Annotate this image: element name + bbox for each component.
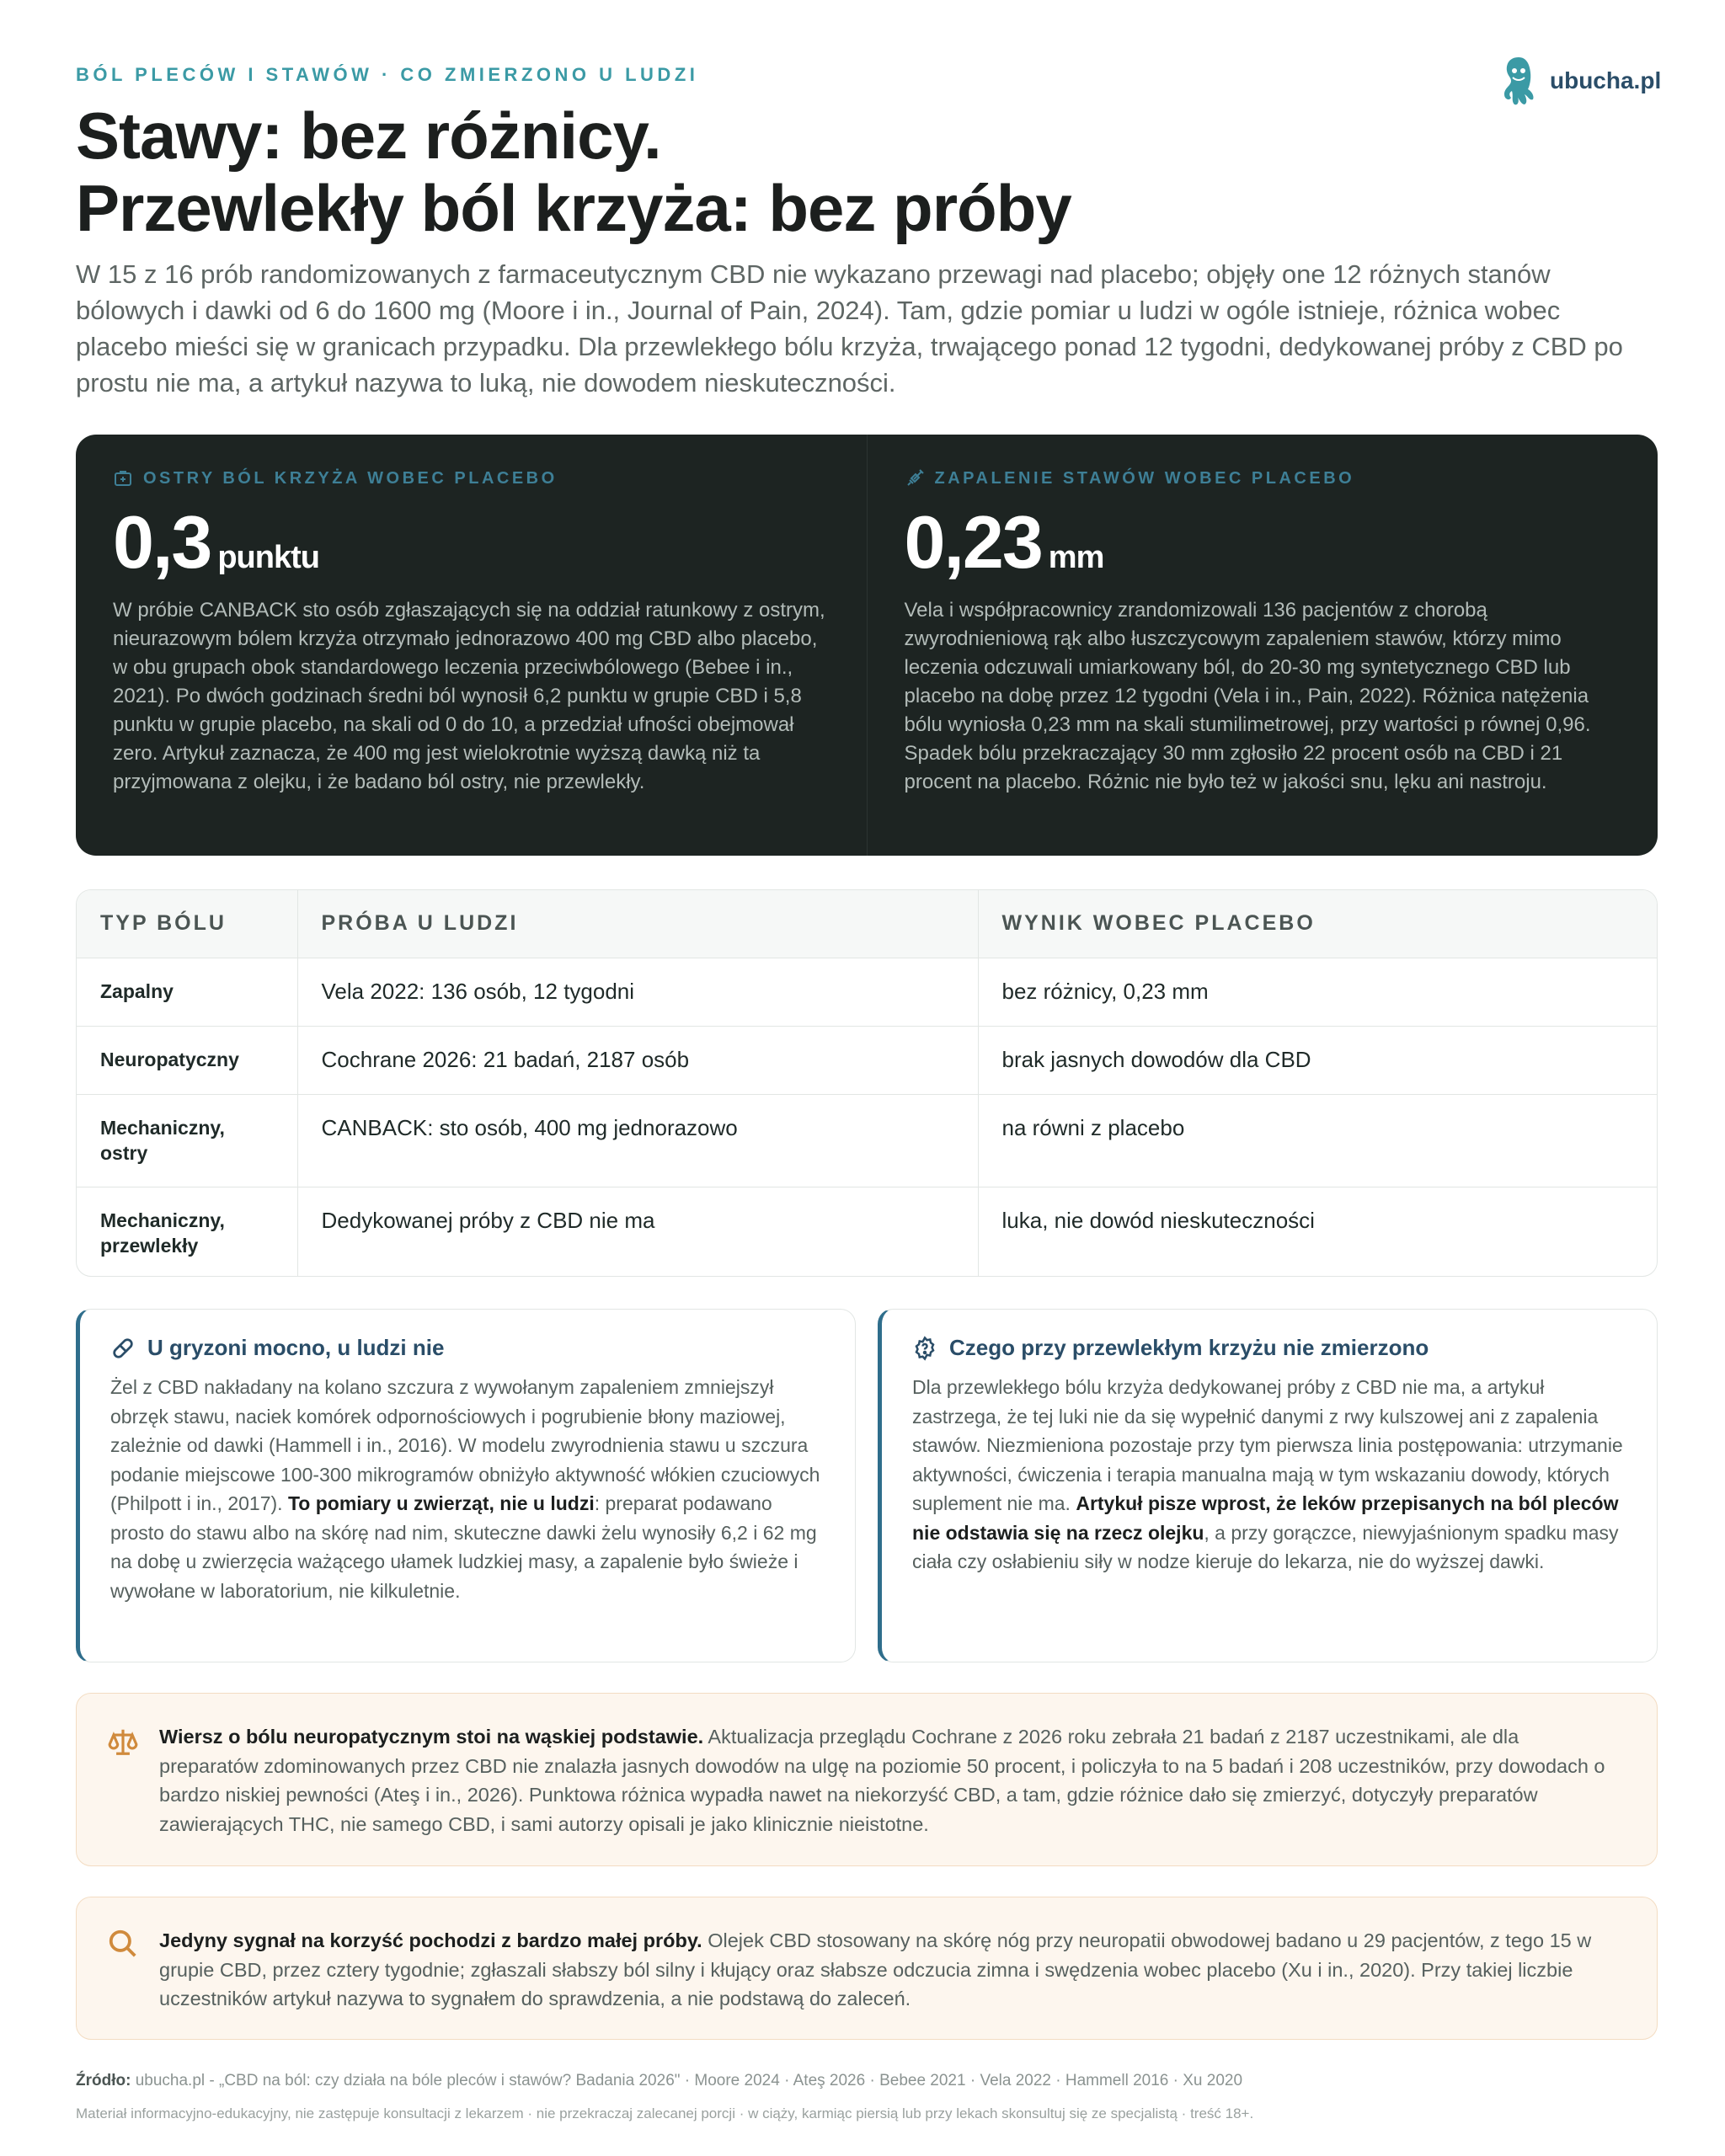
cell-result: na równi z placebo — [978, 1094, 1657, 1187]
logo[interactable] — [1499, 52, 1661, 109]
syringe-icon — [905, 468, 925, 488]
cell-trial: Vela 2022: 136 osób, 12 tygodni — [297, 958, 978, 1026]
stat-label: ZAPALENIE STAWÓW WOBEC PLACEBO — [934, 468, 1355, 488]
cell-result: bez różnicy, 0,23 mm — [978, 958, 1657, 1026]
table-header-row — [77, 890, 1657, 958]
table-row — [77, 1026, 1657, 1094]
warning-text: Jedyny sygnał na korzyść pochodzi z bardzo małej próby. Olejek CBD stosowany na skórę nóg przy neuropatii obwodowej badano u 29 pacjentów, z tego 15 w grupie CBD, przez cztery tygodnie; zgłaszali słabszy ból silny i kłujący oraz słabsze odczucia zimna i swędzenia wobec placebo (Xu i in., 2020). Przy takiej liczbie uczestników artykuł nazywa to sygnałem do sprawdzenia, a nie podstawą do zaleceń. — [159, 1929, 1592, 2009]
table-row — [77, 1094, 1657, 1187]
stat-text: W próbie CANBACK sto osób zgłaszających się na oddział ratunkowy z ostrym, nieurazowym bólem krzyża otrzymało jednorazowo 400 mg CBD albo placebo, w obu grupach obok standardowego leczenia przeciwbólowego (Bebee i in., 2021). Po dwóch godzinach średni ból wynosił 6,2 punktu w grupie CBD i 5,8 punktu w grupie placebo, na skali od 0 do 10, a przedział ufności obejmował zero. Artykuł zaznacza, że 400 mg jest wielokrotnie wyższą dawką niż ta przyjmowana z olejku, i że badano ból ostry, nie przewlekły. — [113, 599, 825, 793]
note-title: U gryzoni mocno, u ludzi nie — [147, 1335, 445, 1360]
pain-type-table — [76, 889, 1658, 1277]
disclaimer: Materiał informacyjno-edukacyjny, nie zastępuje konsultacji z lekarzem · nie przekraczaj zalecanej porcji · w ciąży, karmiąc piersią lub przy lekach skonsultuj się ze specjalistą · treść 18+. — [76, 2105, 1254, 2121]
column-header-result: WYNIK WOBEC PLACEBO — [978, 890, 1657, 958]
stat-text: Vela i współpracownicy zrandomizowali 136 pacjentów z chorobą zwyrodnieniową rąk albo łuszczycowym zapaleniem stawów, którzy mimo leczenia odczuwali umiarkowany ból, do 20-30 mg syntetycznego CBD lub placebo na dobę przez 12 tygodni (Vela i in., Pain, 2022). Różnica natężenia bólu wyniosła 0,23 mm na skali stumilimetrowej, przy wartości p równej 0,96. Spadek bólu przekraczający 30 mm zgłosiło 22 procent osób na CBD i 21 procent na placebo. Różnic nie było też w jakości snu, lęku ani nastroju. — [904, 599, 1591, 793]
cell-trial: Dedykowanej próby z CBD nie ma — [297, 1187, 978, 1277]
cell-type: Mechaniczny, przewlekły — [100, 1209, 225, 1257]
cell-result: luka, nie dowód nieskuteczności — [978, 1187, 1657, 1277]
stat-acute-back-pain — [76, 435, 867, 856]
first-aid-icon — [113, 468, 133, 488]
stat-arthritis — [867, 435, 1658, 856]
source-line: Źródło: ubucha.pl - „CBD na ból: czy działa na bóle pleców i stawów? Badania 2026" · Moore 2024 · Ateş 2026 · Bebee 2021 · Vela 2022 · Hammell 2016 · Xu 2020 — [76, 2072, 1243, 2089]
table-row — [77, 958, 1657, 1026]
cell-type: Mechaniczny, ostry — [77, 1094, 297, 1187]
search-icon — [107, 1928, 139, 1960]
note-chronic-gap — [878, 1309, 1658, 1662]
cell-trial: CANBACK: sto osób, 400 mg jednorazowo — [297, 1094, 978, 1187]
note-rodents — [76, 1309, 856, 1662]
note-title: Czego przy przewlekłym krzyżu nie zmierzono — [949, 1335, 1429, 1360]
stat-value: 0,23 — [904, 500, 1042, 584]
cell-type: Neuropatyczny — [77, 1026, 297, 1094]
stat-unit: punktu — [217, 540, 319, 575]
warning-text: Wiersz o bólu neuropatycznym stoi na wąskiej podstawie. Aktualizacja przeglądu Cochrane z 2026 roku zebrała 21 badań z 2187 uczestnikami, ale dla preparatów zdominowanych przez CBD nie znalazła jasnych dowodów na ulgę na poziomie 50 procent, i policzyła to na 5 badań i 208 uczestników, przy dowodach o bardzo niskiej pewności (Ateş i in., 2026). Punktowa różnica wypadła nawet na niekorzyść CBD, a tam, gdzie różnice dało się zmierzyć, dotyczyły preparatów zawierających THC, nie samego CBD, i sami autorzy opisali je jako klinicznie nieistotne. — [159, 1726, 1605, 1835]
column-header-trial: PRÓBA U LUDZI — [297, 890, 978, 958]
warning-small-trial — [76, 1897, 1658, 2040]
stat-unit: mm — [1048, 540, 1104, 575]
warning-neuropathic — [76, 1693, 1658, 1866]
stat-value: 0,3 — [113, 500, 211, 584]
title-line-2: Przewlekły ból krzyża: bez próby — [76, 171, 1071, 245]
question-gear-icon — [912, 1336, 937, 1361]
cell-result: brak jasnych dowodów dla CBD — [978, 1026, 1657, 1094]
table-row — [77, 1187, 1657, 1277]
pill-icon — [110, 1336, 136, 1361]
lead-paragraph: W 15 z 16 prób randomizowanych z farmaceutycznym CBD nie wykazano przewagi nad placebo; objęły one 12 różnych stanów bólowych i dawki od 6 do 1600 mg (Moore i in., Journal of Pain, 2024). Tam, gdzie pomiar u ludzi w ogóle istnieje, różnica wobec placebo mieści się w granicach przypadku. Dla przewlekłego bólu krzyża, trwającego ponad 12 tygodni, dedykowanej próby z CBD po prostu nie ma, a artykuł nazywa to luką, nie dowodem nieskuteczności. — [76, 259, 1623, 398]
column-header-type: TYP BÓLU — [77, 890, 297, 958]
page-title — [76, 99, 1508, 244]
stats-panel — [76, 435, 1658, 856]
cell-trial: Cochrane 2026: 21 badań, 2187 osób — [297, 1026, 978, 1094]
logo-text: ubucha.pl — [1550, 67, 1662, 93]
title-line-1: Stawy: bez różnicy. — [76, 99, 661, 173]
note-text: Dla przewlekłego bólu krzyża dedykowanej próby z CBD nie ma, a artykuł zastrzega, że tej luki nie da się wypełnić danymi z rwy kulszowej ani z zapalenia stawów. Niezmieniona pozostaje przy tym pierwsza linia postępowania: utrzymanie aktywności, ćwiczenia i terapia manualna mają w tym wskazaniu dowody, których suplement nie ma. Artykuł pisze wprost, że leków przepisanych na ból pleców nie odstawia się na rzecz olejku, a przy gorączce, niewyjaśnionym spadku masy ciała czy osłabieniu siły w nodze kieruje do lekarza, nie do wyższej dawki. — [912, 1376, 1623, 1572]
cell-type: Zapalny — [77, 958, 297, 1026]
note-text: Żel z CBD nakładany na kolano szczura z wywołanym zapaleniem zmniejszył obrzęk stawu, naciek komórek odpornościowych i pogrubienie błony maziowej, zależnie od dawki (Hammell i in., 2016). W modelu zwyrodnienia stawu u szczura podanie miejscowe 100-300 mikrogramów obniżyło aktywność włókien czuciowych (Philpott i in., 2017). To pomiary u zwierząt, nie u ludzi: preparat podawano prosto do stawu albo na skórę nad nim, skuteczne dawki żelu wynosiły 6,2 i 62 mg na dobę u zwierzęcia ważącego ułamek ludzkiej masy, a zapalenie było świeże i wywołane w laboratorium, nie kilkuletnie. — [110, 1376, 820, 1602]
stat-label: OSTRY BÓL KRZYŻA WOBEC PLACEBO — [143, 468, 558, 488]
eyebrow: BÓL PLECÓW I STAWÓW · CO ZMIERZONO U LUDZI — [76, 64, 699, 85]
scales-icon — [107, 1726, 139, 1758]
